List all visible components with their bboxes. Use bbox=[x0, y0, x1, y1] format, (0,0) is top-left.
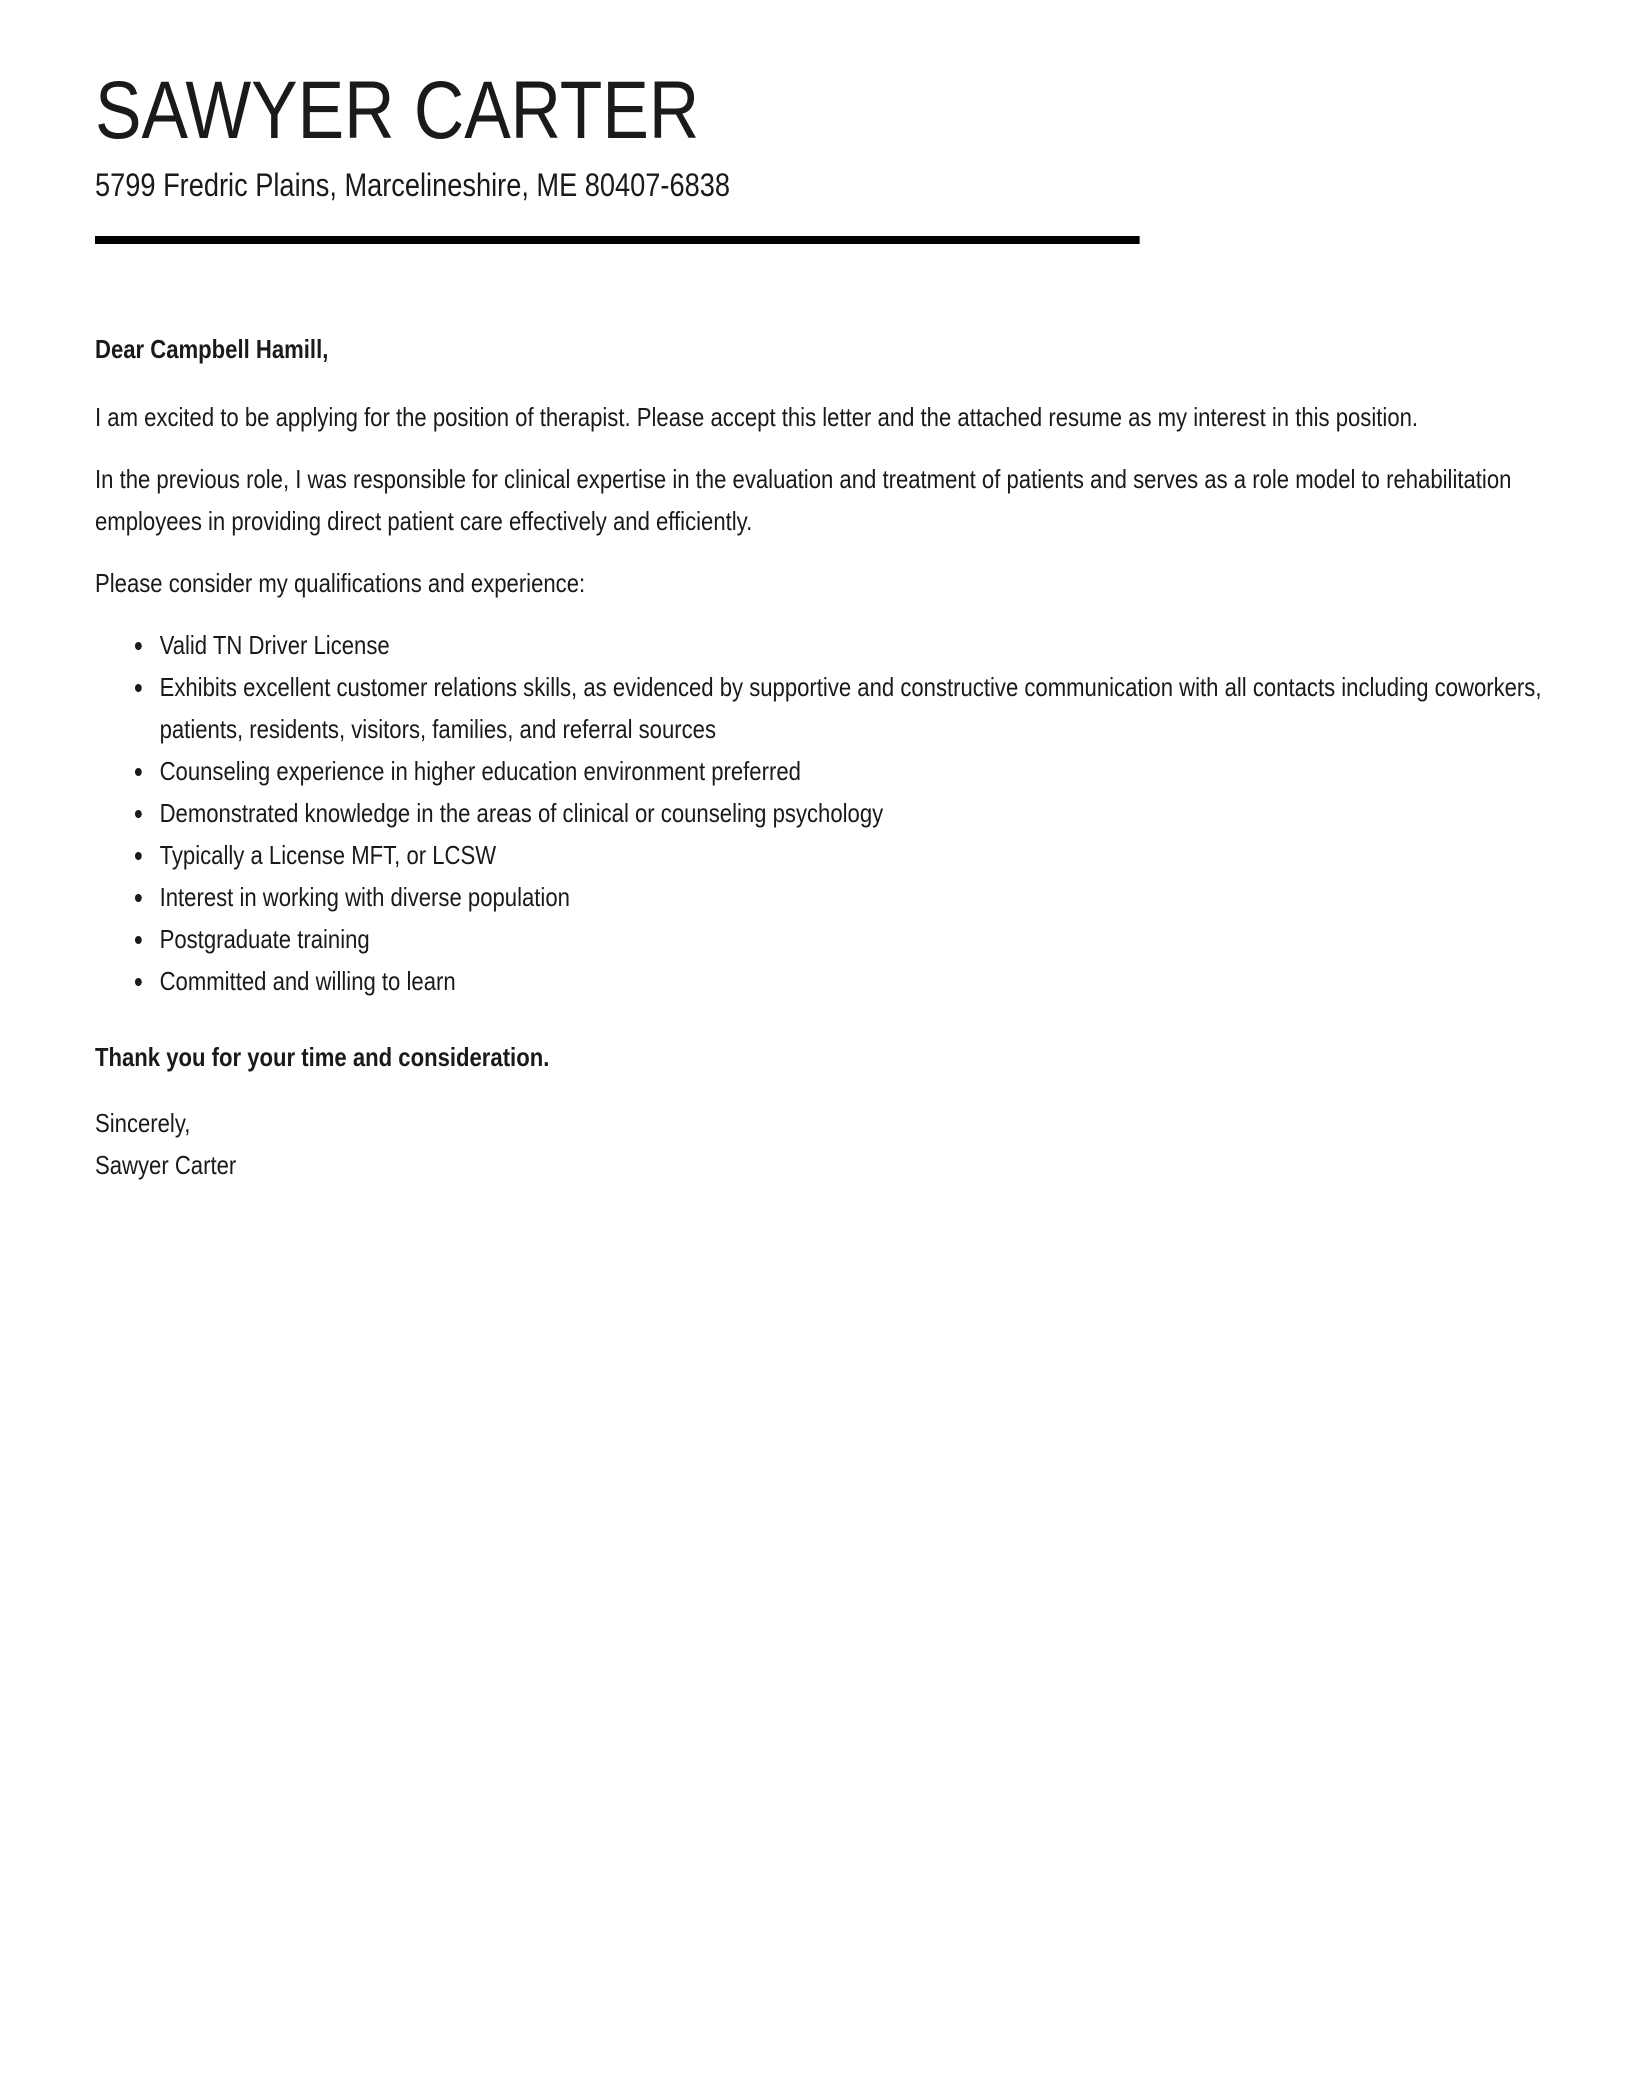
qualification-item: • Interest in working with diverse population bbox=[155, 876, 1546, 918]
applicant-address: 5799 Fredric Plains, Marcelineshire, ME 80407-6838 bbox=[95, 167, 730, 203]
qualification-item: • Exhibits excellent customer relations skills, as evidenced by supportive and constructive communication with all contacts including coworkers, patients, residents, visitors, families, and referral sources bbox=[155, 666, 1546, 750]
qualification-item: • Demonstrated knowledge in the areas of clinical or counseling psychology bbox=[155, 792, 1546, 834]
qualifications-list bbox=[95, 624, 1545, 1002]
qualification-item: • Valid TN Driver License bbox=[155, 624, 1546, 666]
header-divider bbox=[95, 236, 1140, 244]
letter-content bbox=[95, 65, 1545, 1186]
qualification-item: • Typically a License MFT, or LCSW bbox=[155, 834, 1546, 876]
letter-body bbox=[95, 328, 1545, 1186]
previous-role-paragraph: In the previous role, I was responsible for clinical expertise in the evaluation and treatment of patients and serves as a role model to rehabilitation employees in providing direct patient care effectively and efficiently. bbox=[95, 464, 1512, 536]
qualification-item: • Postgraduate training bbox=[155, 918, 1546, 960]
signature-name: Sawyer Carter bbox=[95, 1150, 237, 1180]
signoff-block bbox=[95, 1102, 1545, 1186]
intro-paragraph: I am excited to be applying for the position of therapist. Please accept this letter and the attached resume as my interest in this position. bbox=[95, 402, 1419, 432]
greeting: Dear Campbell Hamill, bbox=[95, 334, 329, 364]
qualification-item: • Counseling experience in higher education environment preferred bbox=[155, 750, 1546, 792]
qualifications-lead-in: Please consider my qualifications and experience: bbox=[95, 568, 586, 598]
letter-header bbox=[95, 65, 1545, 244]
closing-thanks: Thank you for your time and consideration. bbox=[95, 1042, 550, 1072]
signoff: Sincerely, bbox=[95, 1108, 191, 1138]
qualification-item: • Committed and willing to learn bbox=[155, 960, 1546, 1002]
applicant-name: SAWYER CARTER bbox=[95, 65, 700, 156]
